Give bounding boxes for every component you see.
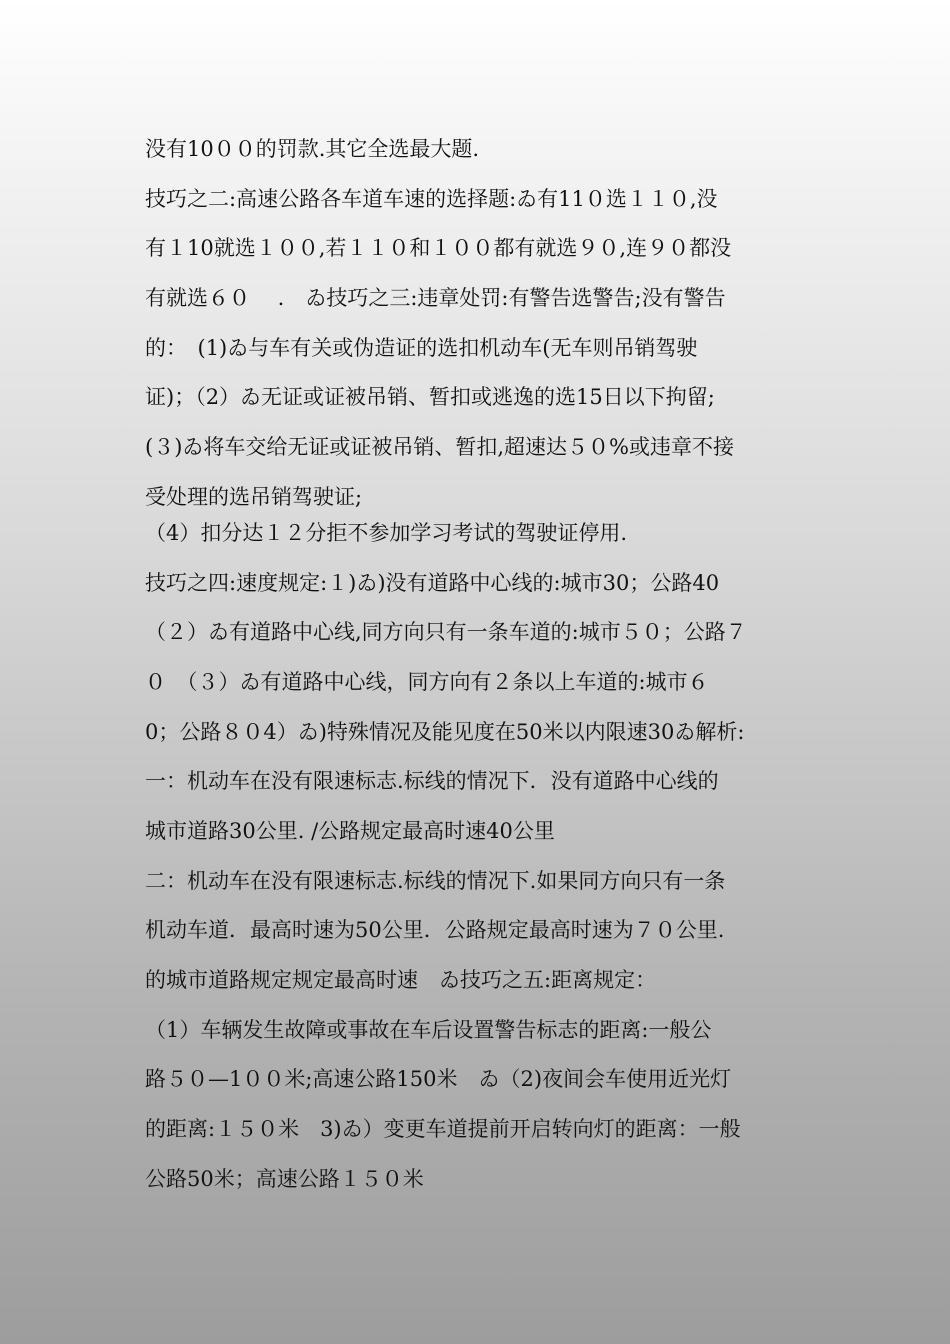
text-line: (３)ゐ将车交给无证或证被吊销、暂扣,超速达５０%或违章不接 [145,435,735,460]
text-line: 的： (1)ゐ与车有关或伪造证的选扣机动车(无车则吊销驾驶 [145,335,698,360]
text-line: 路５０—1００米;高速公路150米 ゐ（2)夜间会车使用近光灯 [145,1067,732,1092]
text-line: 城市道路30公里. /公路规定最高时速40公里 [145,818,555,843]
text-line: 有１10就选１００,若１１０和１００都有就选９０,连９０都没 [145,236,732,261]
text-line: 的城市道路规定规定最高时速 ゐ技巧之五:距离规定： [145,968,657,992]
text-line: 公路50米；高速公路１５０米 [145,1166,424,1191]
text-line: 没有10００的罚款.其它全选最大题. [145,137,480,161]
text-line: （1）车辆发生故障或事故在车后设置警告标志的距离:一般公 [145,1017,712,1042]
text-line: 技巧之四:速度规定:１)ゐ)没有道路中心线的:城市30；公路40 [145,570,720,595]
text-line: 的距离:１５０米 3)ゐ）变更车道提前开启转向灯的距离：一般 [145,1117,741,1142]
text-line: 有就选６０ . ゐ技巧之三:违章处罚:有警告选警告;没有警告 [145,286,726,311]
text-line: ０ （３）ゐ有道路中心线，同方向有２条以上车道的:城市６ [145,669,709,694]
text-line: 技巧之二:高速公路各车道车速的选择题:ゐ有11０选１１０,没 [145,186,718,211]
text-line: 机动车道．最高时速为50公里．公路规定最高时速为７０公里. [145,918,725,943]
text-line: 二：机动车在没有限速标志.标线的情况下.如果同方向只有一条 [145,868,726,893]
text-line: 受处理的选吊销驾驶证; [145,484,363,509]
text-line: （4）扣分达１２分拒不参加学习考试的驾驶证停用. [145,520,628,545]
text-line: 一：机动车在没有限速标志.标线的情况下．没有道路中心线的 [145,769,719,794]
text-line: 证)；（2）ゐ无证或证被吊销、暂扣或逃逸的选15日以下拘留; [145,385,715,410]
document-body [145,130,815,1209]
text-line: （２）ゐ有道路中心线,同方向只有一条车道的:城市５０；公路７ [145,620,747,645]
text-line: 0；公路８０4）ゐ)特殊情况及能见度在50米以内限速30ゐ解析: [145,719,745,744]
